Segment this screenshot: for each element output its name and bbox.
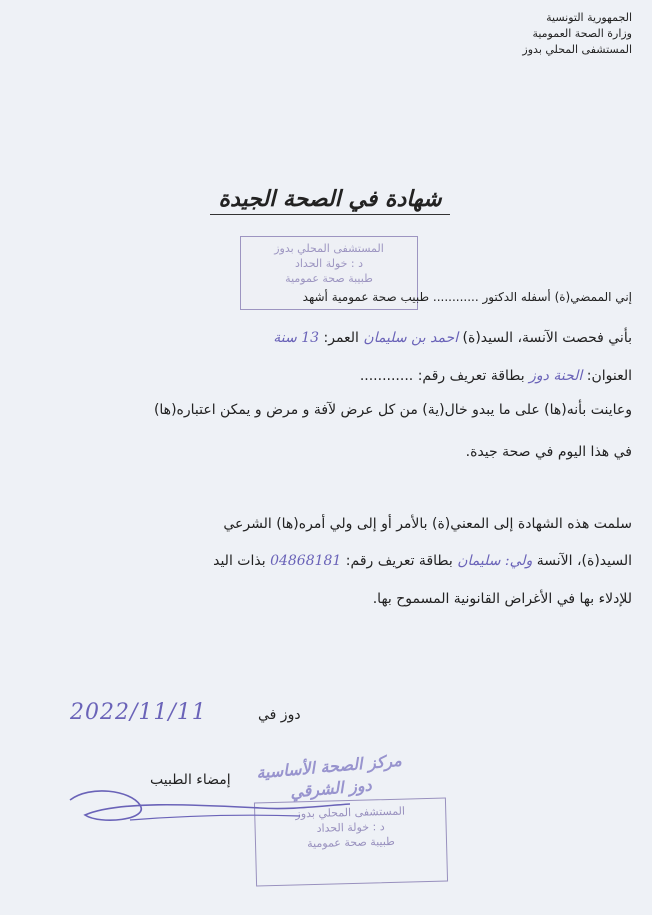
- body-line-8: للإدلاء بها في الأغراض القانونية المسموح بها.: [372, 591, 632, 607]
- health-center-stamp: مركز الصحة الأساسية دوز الشرقي: [255, 750, 403, 802]
- body-line-4: وعاينت بأنه(ها) على ما يبدو خال(ية) من كل عرض لآفة و مرض و يمكن اعتباره(ها): [153, 402, 632, 418]
- patient-age: 13 سنة: [273, 330, 320, 346]
- ministry-label: وزارة الصحة العمومية: [532, 27, 632, 40]
- title-underline: [210, 214, 450, 215]
- patient-address: الحنة دوز: [529, 368, 583, 384]
- body-line-3: العنوان: الحنة دوز بطاقة تعريف رقم: ............: [359, 368, 632, 384]
- patient-name: احمد بن سليمان: [363, 330, 459, 346]
- doctor-signature-label: إمضاء الطبيب: [150, 772, 231, 788]
- body-line-2: بأني فحصت الآنسة، السيد(ة) احمد بن سليمان العمر: 13 سنة: [273, 330, 632, 346]
- body-line-1: إني الممضي(ة) أسفله الدكتور ............ طبيب صحة عمومية أشهد: [302, 290, 632, 304]
- stamp-top-line2: د : خولة الحداد: [294, 257, 364, 270]
- header-block: [412, 10, 632, 58]
- signature-icon: [60, 780, 360, 840]
- body-line-6: سلمت هذه الشهادة إلى المعني(ة) بالأمر أو إلى ولي أمره(ها) الشرعي: [223, 516, 632, 532]
- stamp-top-line1: المستشفى المحلي بدوز: [274, 242, 384, 255]
- stamp-bottom-line1: المستشفى المحلي بدوز: [295, 804, 406, 821]
- stamp-top-line3: طبيبة صحة عمومية: [285, 272, 373, 285]
- body-line-5: في هذا اليوم في صحة جيدة.: [465, 444, 632, 460]
- guardian-name: ولي: سليمان: [457, 553, 533, 569]
- date-label: دوز في: [258, 707, 301, 723]
- document-title: شهادة في الصحة الجيدة: [218, 186, 442, 212]
- stamp-bottom-line3: طبيبة صحة عمومية: [307, 834, 395, 851]
- guardian-id-number: 04868181: [270, 553, 342, 569]
- hospital-label: المستشفى المحلي بدوز: [522, 43, 632, 56]
- republic-label: الجمهورية التونسية: [546, 11, 632, 24]
- body-line-7: السيد(ة)، الآنسة ولي: سليمان بطاقة تعريف رقم: 04868181 بذات اليد: [213, 553, 632, 569]
- stamp-bottom-line2: د : خولة الحداد: [316, 820, 385, 835]
- date-value: 2022/11/11: [70, 700, 207, 725]
